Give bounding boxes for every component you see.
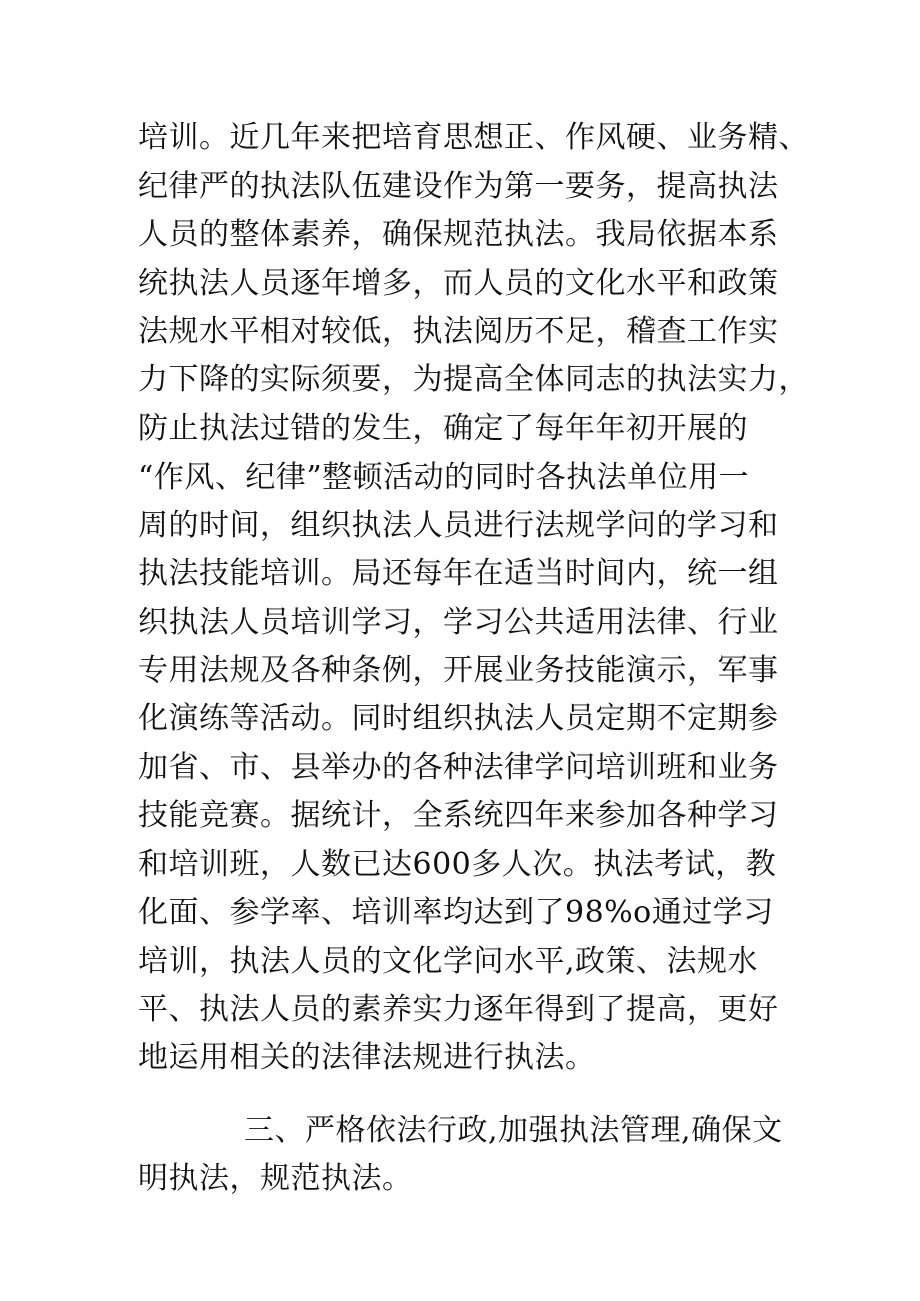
text-line: 和培训班，人数已达600多人次。执法考试，教: [138, 847, 777, 882]
section-heading-line: 三、严格依法行政,加强执法管理,确保文: [244, 1113, 783, 1148]
text-line: 法规水平相对较低，执法阅历不足，稽查工作实: [138, 314, 779, 349]
text-line: 人员的整体素养，确保规范执法。我局依据本系: [138, 217, 779, 252]
text-line: 防止执法过错的发生，确定了每年年初开展的: [138, 411, 748, 446]
text-line: 化面、参学率、培训率均达到了98%o通过学习: [138, 895, 774, 930]
text-line: 统执法人员逐年增多，而人员的文化水平和政策: [138, 266, 779, 301]
text-line: 培训。近几年来把培育思想正、作风硬、业务精、: [138, 120, 809, 155]
section-heading-line: 明执法，规范执法。: [138, 1161, 413, 1196]
text-line: 地运用相关的法律法规进行执法。: [138, 1040, 596, 1075]
text-line: 加省、市、县举办的各种法律学问培训班和业务: [138, 750, 779, 785]
text-line: “作风、纪律”整顿活动的同时各执法单位用一: [138, 460, 750, 495]
text-line: 培训，执法人员的文化学问水平,政策、法规水: [138, 944, 759, 979]
text-line: 纪律严的执法队伍建设作为第一要务，提高执法: [138, 169, 779, 204]
text-line: 织执法人员培训学习，学习公共适用法律、行业: [138, 605, 779, 640]
text-line: 周的时间，组织执法人员进行法规学问的学习和: [138, 508, 779, 543]
text-line: 化演练等活动。同时组织执法人员定期不定期参: [138, 701, 779, 736]
text-line: 专用法规及各种条例，开展业务技能演示，军事: [138, 653, 779, 688]
text-line: 技能竞赛。据统计，全系统四年来参加各种学习: [138, 798, 779, 833]
text-line: 执法技能培训。局还每年在适当时间内，统一组: [138, 556, 779, 591]
text-line: 力下降的实际须要，为提高全体同志的执法实力，: [138, 362, 809, 397]
text-line: 平、执法人员的素养实力逐年得到了提高，更好: [138, 992, 779, 1027]
